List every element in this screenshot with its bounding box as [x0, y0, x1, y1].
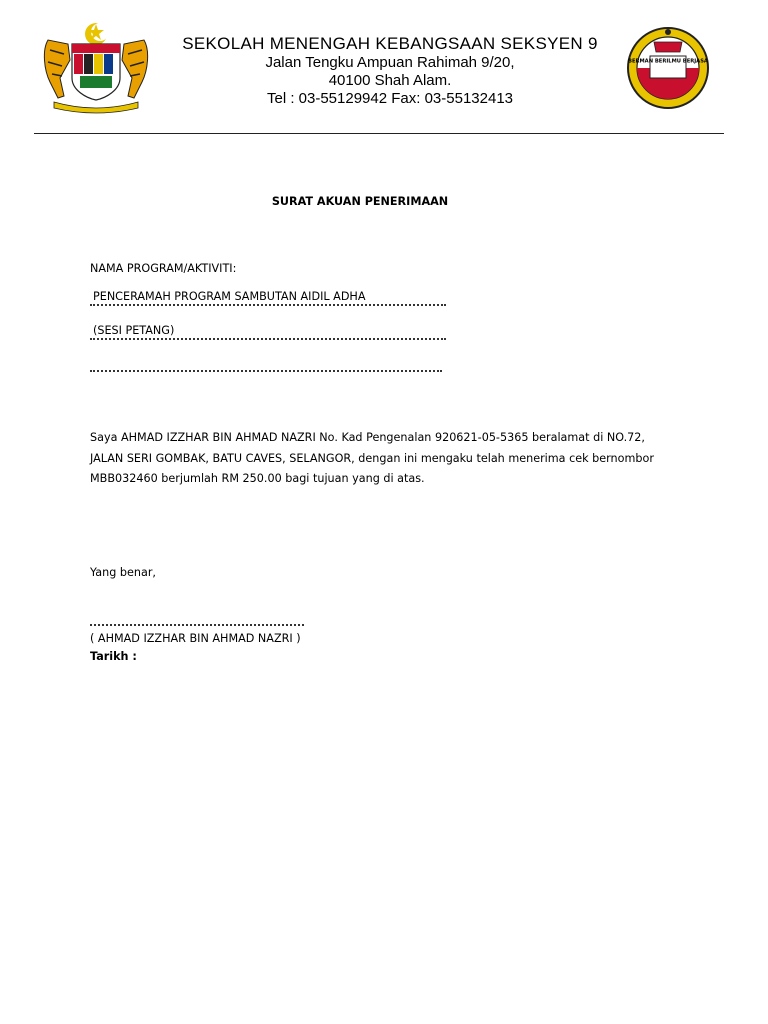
school-name: SEKOLAH MENENGAH KEBANGSAAN SEKSYEN 9: [182, 34, 598, 53]
dotted-line-3: [90, 370, 442, 372]
dotted-line-1: [90, 304, 446, 306]
letterhead: [160, 34, 620, 108]
address-line-1: Jalan Tengku Ampuan Rahimah 9/20,: [265, 54, 515, 71]
dotted-line-2: [90, 338, 446, 340]
document-title: SURAT AKUAN PENERIMAAN: [271, 195, 449, 208]
program-line-2: (SESI PETANG): [93, 324, 175, 337]
closing-salutation: Yang benar,: [90, 566, 156, 579]
malaysia-coat-of-arms-icon: [40, 20, 152, 114]
signatory-name: ( AHMAD IZZHAR BIN AHMAD NAZRI ): [90, 632, 301, 645]
declaration-paragraph: Saya AHMAD IZZHAR BIN AHMAD NAZRI No. Kad Pengenalan 920621-05-5365 beralamat di NO.72, JALAN SERI GOMBAK, BATU CAVES, SELANGOR, dengan ini mengaku telah menerima cek bernombor MBB032460 berjumlah RM 250.00 bagi tujuan yang di atas.: [90, 431, 654, 485]
signature-line: [90, 624, 304, 626]
school-crest-icon: [626, 18, 710, 122]
date-label: Tarikh :: [90, 650, 137, 663]
crest-motto-text: BERMAN BERILMU BERJASA: [628, 58, 708, 65]
program-label: NAMA PROGRAM/AKTIVITI:: [90, 262, 237, 275]
contact-line: Tel : 03-55129942 Fax: 03-55132413: [266, 90, 514, 107]
header-divider: [34, 133, 724, 134]
program-line-1: PENCERAMAH PROGRAM SAMBUTAN AIDIL ADHA: [93, 290, 366, 303]
address-line-2: 40100 Shah Alam.: [328, 72, 452, 89]
